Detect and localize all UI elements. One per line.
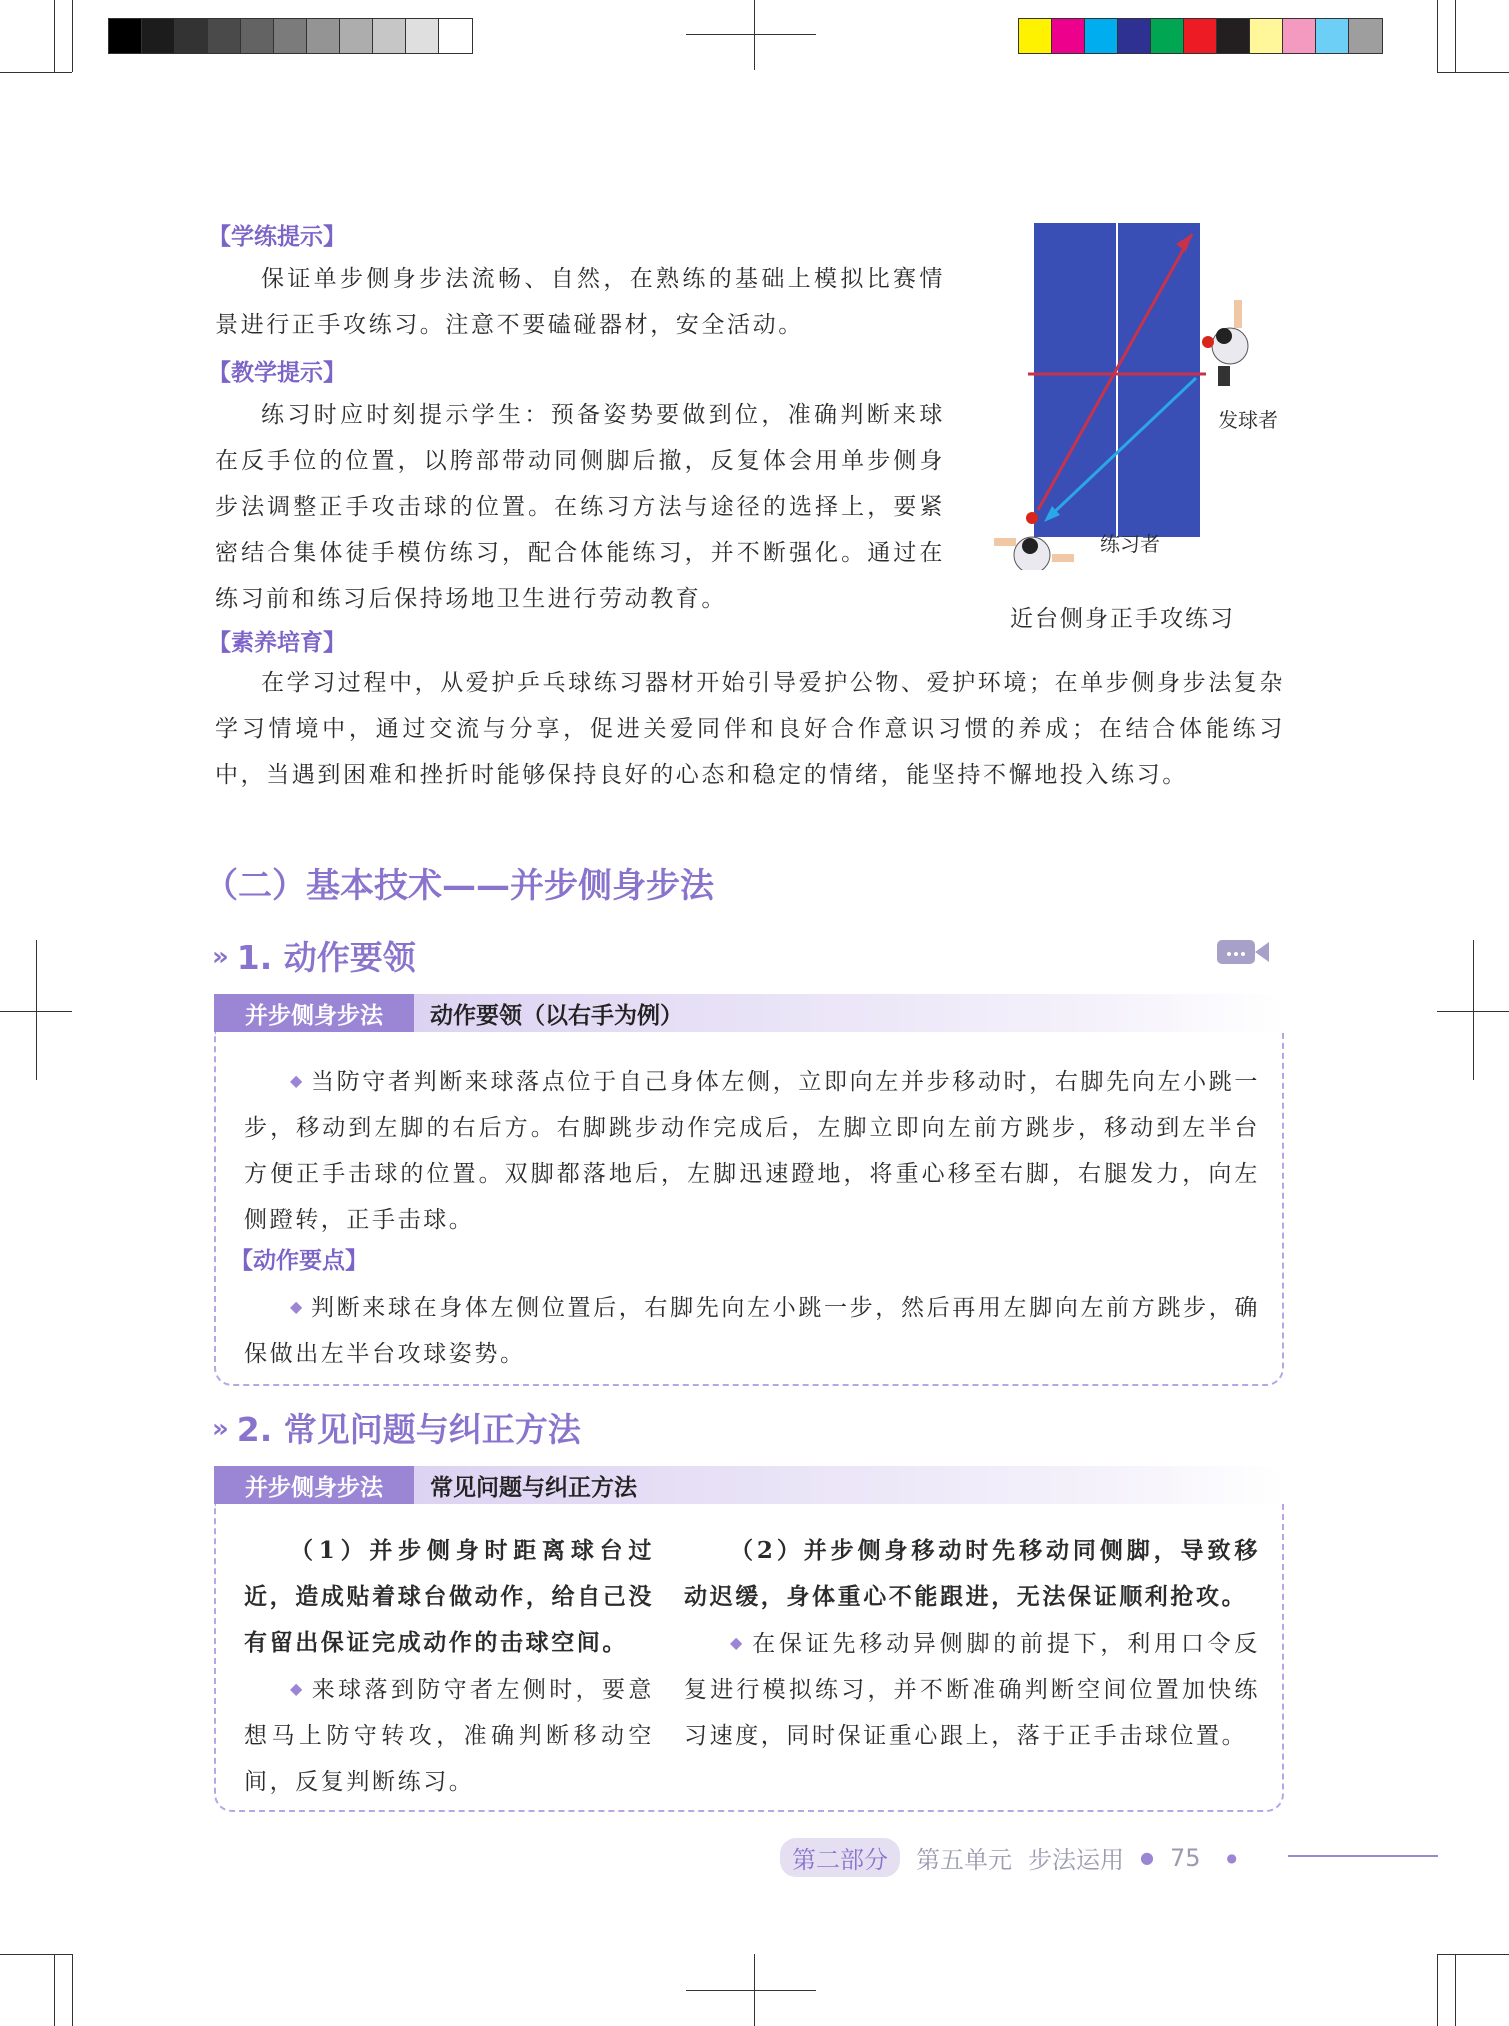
problem-2-title: （2）并步侧身移动时先移动同侧脚，导致移动迟缓，身体重心不能跟进，无法保证顺利抢攻。 bbox=[684, 1537, 1260, 1610]
sub1-bar-title: 动作要领（以右手为例） bbox=[414, 994, 1284, 1032]
sub2-bar-label: 并步侧身步法 bbox=[214, 1466, 414, 1504]
key-points-text: ◆ 判断来球在身体左侧位置后，右脚先向左小跳一步，然后再用左脚向左前方跳步，确保做出左半台攻球姿势。 bbox=[244, 1295, 1261, 1367]
problem-2-text: ◆ 在保证先移动异侧脚的前提下，利用口令反复进行模拟练习，并不断准确判断空间位置加快练习速度，同时保证重心跟上，落于正手击球位置。 bbox=[684, 1631, 1261, 1749]
key-points-tag: 【动作要点】 bbox=[230, 1248, 368, 1274]
sub2-heading bbox=[212, 1404, 581, 1451]
footer-topic: 步法运用 bbox=[1028, 1846, 1124, 1874]
diamond-bullet-icon: ◆ bbox=[730, 1633, 747, 1652]
chevron-icon: » bbox=[212, 1414, 229, 1444]
sub2-bar bbox=[214, 1466, 1284, 1504]
footer-dot-icon: ● bbox=[1140, 1848, 1154, 1867]
page-number: 75 bbox=[1169, 1843, 1201, 1872]
diamond-bullet-icon: ◆ bbox=[290, 1297, 305, 1316]
footer-part: 第二部分 bbox=[780, 1838, 900, 1877]
problem-1-text: ◆ 来球落到防守者左侧时，要意想马上防守转攻，准确判断移动空间，反复判断练习。 bbox=[244, 1677, 654, 1795]
page-footer bbox=[780, 1838, 1237, 1877]
video-camera-icon[interactable] bbox=[1215, 936, 1271, 968]
sub1-heading bbox=[212, 932, 416, 979]
diamond-bullet-icon: ◆ bbox=[290, 1071, 305, 1090]
problem-1-title: （1）并步侧身时距离球台过近，造成贴着球台做动作，给自己没有留出保证完成动作的击球空间。 bbox=[244, 1537, 654, 1656]
literacy-text: 在学习过程中，从爱护乒乓球练习器材开始引导爱护公物、爱护环境；在单步侧身步法复杂学习情境中，通过交流与分享，促进关爱同伴和良好合作意识习惯的养成；在结合体能练习中，当遇到困难和挫折时能够保持良好的心态和稳定的情绪，能坚持不懈地投入练习。 bbox=[215, 670, 1285, 788]
table-tennis-figure bbox=[980, 210, 1280, 570]
sub2-bar-title: 常见问题与纠正方法 bbox=[414, 1466, 1284, 1504]
sub1-title: 1. 动作要领 bbox=[236, 938, 416, 977]
server-label: 发球者 bbox=[1218, 408, 1278, 432]
footer-line-dot-icon: ● bbox=[1226, 1850, 1237, 1865]
teaching-hint-text: 练习时应时刻提示学生：预备姿势要做到位，准确判断来球在反手位的位置，以胯部带动同侧脚后撤，反复体会用单步侧身步法调整正手攻击球的位置。在练习方法与途径的选择上，要紧密结合集体徒手模仿练习，配合体能练习，并不断强化。通过在练习前和练习后保持场地卫生进行劳动教育。 bbox=[215, 402, 945, 612]
table-diagram bbox=[980, 210, 1280, 570]
chevron-icon: » bbox=[212, 942, 229, 972]
diamond-bullet-icon: ◆ bbox=[290, 1679, 306, 1698]
footer-unit: 第五单元 bbox=[916, 1846, 1012, 1874]
section-title: （二）基本技术——并步侧身步法 bbox=[204, 866, 714, 906]
sub1-paragraph: ◆ 当防守者判断来球落点位于自己身体左侧，立即向左并步移动时，右脚先向左小跳一步，移动到左脚的右后方。右脚跳步动作完成后，左脚立即向左前方跳步，移动到左半台方便正手击球的位置。双脚都落地后，左脚迅速蹬地，将重心移至右脚，右腿发力，向左侧蹬转，正手击球。 bbox=[244, 1069, 1261, 1233]
sub1-bar-label: 并步侧身步法 bbox=[214, 994, 414, 1032]
color-bar bbox=[1018, 18, 1383, 54]
literacy-tag: 【素养培育】 bbox=[208, 630, 346, 656]
server-player-icon bbox=[1202, 300, 1248, 386]
practice-hint-text: 保证单步侧身步法流畅、自然，在熟练的基础上模拟比赛情景进行正手攻练习。注意不要磕碰器材，安全活动。 bbox=[215, 266, 945, 338]
teaching-hint-tag: 【教学提示】 bbox=[208, 360, 346, 386]
practicer-label: 练习者 bbox=[1100, 532, 1160, 556]
grayscale-bar bbox=[108, 18, 473, 54]
sub1-bar bbox=[214, 994, 1284, 1032]
figure-caption: 近台侧身正手攻练习 bbox=[1010, 606, 1235, 632]
sub2-title: 2. 常见问题与纠正方法 bbox=[236, 1410, 581, 1449]
practice-hint-tag: 【学练提示】 bbox=[208, 224, 346, 250]
footer-line bbox=[1288, 1855, 1438, 1857]
